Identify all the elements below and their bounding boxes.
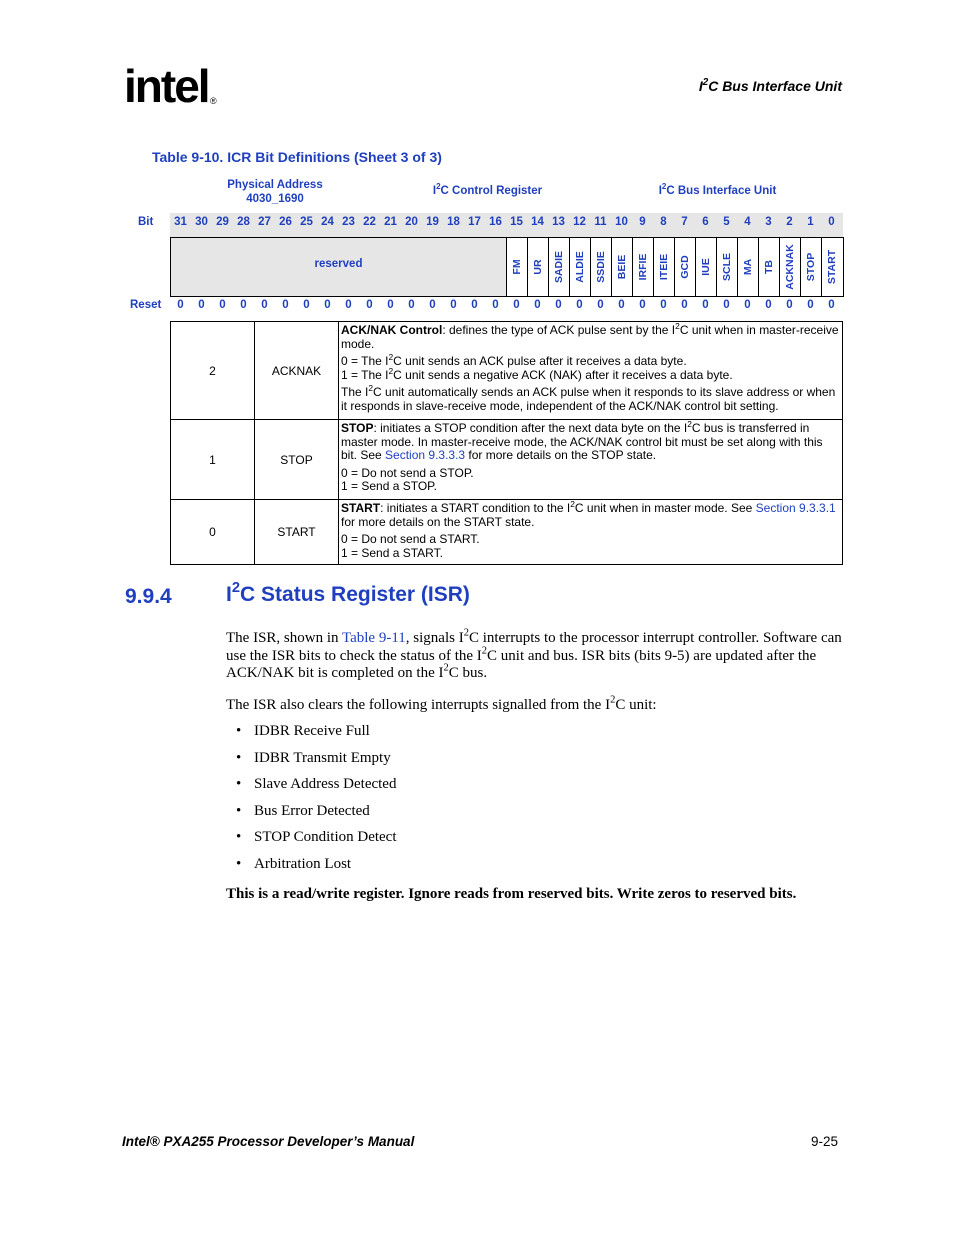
field-cell — [758, 238, 779, 296]
field-cell — [548, 238, 569, 296]
field-name: FM — [511, 259, 523, 275]
field-cell — [674, 238, 695, 296]
bit-number: 24 — [321, 216, 334, 228]
bullet-dot: • — [236, 749, 242, 766]
field-name: SADIE — [553, 250, 565, 284]
section-link[interactable]: Section 9.3.3.3 — [385, 448, 466, 462]
reset-value: 0 — [177, 299, 184, 311]
reserved-label: reserved — [314, 258, 363, 270]
field-name: TB — [763, 260, 775, 274]
description-cell: ACK/NAK Control: defines the type of ACK pulse sent by the $I^2C$ unit when in master-receive mode. 0 = The $I^2C$ unit sends an ACK pulse after it receives a data byte. 1 = The $I^2C$ unit sends a negative ACK (NAK) after it receives a data byte. The $I^2C$ unit automatically sends an ACK pulse when it responds to its slave address or when it responds in slave-receive mode, independent of the ACK/NAK control bit setting. — [339, 322, 843, 420]
reset-value: 0 — [744, 299, 751, 311]
reset-value: 0 — [219, 299, 226, 311]
bit-number: 14 — [531, 216, 544, 228]
name-cell: STOP — [255, 420, 339, 500]
registered-mark: ® — [210, 96, 217, 106]
bit-number: 27 — [258, 216, 271, 228]
field-cell — [716, 238, 737, 296]
list-item-text: IDBR Receive Full — [254, 723, 370, 739]
field-cell — [695, 238, 716, 296]
reset-value: 0 — [198, 299, 205, 311]
footer-title: Intel® PXA255 Processor Developer’s Manual — [122, 1134, 415, 1149]
field-name: UR — [532, 259, 544, 275]
bit-definitions-table — [170, 321, 843, 565]
name-cell: START — [255, 500, 339, 565]
field-name: IUE — [700, 258, 712, 276]
table-row — [171, 500, 843, 565]
reset-value: 0 — [828, 299, 835, 311]
bit-number: 3 — [765, 216, 772, 228]
bit-cell: 0 — [171, 500, 255, 565]
bit-number: 9 — [639, 216, 646, 228]
field-name: STOP — [805, 252, 817, 282]
bit-cell: 1 — [171, 420, 255, 500]
reset-value: 0 — [618, 299, 625, 311]
section-number: 9.9.4 — [125, 585, 172, 608]
field-name: ACKNAK — [784, 244, 796, 290]
field-cell — [779, 238, 800, 296]
bit-number: 8 — [660, 216, 667, 228]
list-item-text: Arbitration Lost — [254, 855, 352, 872]
field-cell — [527, 238, 548, 296]
running-head: $I^2C$ Bus Interface Unit — [698, 77, 842, 94]
table-row — [171, 322, 843, 420]
bit-number: 5 — [723, 216, 730, 228]
bit-number: 12 — [573, 216, 586, 228]
section-link[interactable]: Section 9.3.3.1 — [755, 501, 836, 515]
reset-value: 0 — [702, 299, 709, 311]
bit-number: 15 — [510, 216, 523, 228]
physical-address-label: Physical Address 4030_1690 — [227, 179, 323, 205]
field-name: SCLE — [721, 252, 733, 282]
field-cell — [800, 238, 821, 296]
bit-number: 0 — [828, 216, 835, 228]
bit-number: 19 — [426, 216, 439, 228]
bit-number: 28 — [237, 216, 250, 228]
field-cell — [506, 238, 527, 296]
reset-value: 0 — [681, 299, 688, 311]
bit-number: 10 — [615, 216, 628, 228]
reset-value: 0 — [366, 299, 373, 311]
bit-number: 2 — [786, 216, 793, 228]
bit-number: 23 — [342, 216, 355, 228]
logo-text: intel — [124, 60, 209, 112]
table-row — [171, 420, 843, 500]
bit-number: 22 — [363, 216, 376, 228]
bit-number: 29 — [216, 216, 229, 228]
bit-number: 30 — [195, 216, 208, 228]
reserved-field — [171, 238, 506, 296]
unit-name: $I^2C$ Bus Interface Unit — [658, 182, 777, 197]
register-note: This is a read/write register. Ignore reads from reserved bits. Write zeros to reserved bits. — [226, 886, 797, 902]
bullet-dot: • — [236, 802, 242, 819]
bullet-dot: • — [236, 855, 242, 872]
body-paragraph: The ISR also clears the following interrupts signalled from the $I^2C$ unit: — [226, 694, 657, 713]
bullet-dot: • — [236, 829, 242, 845]
bit-number: 20 — [405, 216, 418, 228]
field-name: SSDIE — [595, 251, 607, 283]
reset-label: Reset — [130, 299, 162, 311]
reset-value: 0 — [261, 299, 268, 311]
reset-value: 0 — [576, 299, 583, 311]
field-cell — [590, 238, 611, 296]
table-link[interactable]: Table 9-11 — [341, 630, 406, 646]
field-cell — [653, 238, 674, 296]
reset-value: 0 — [597, 299, 604, 311]
name-cell: ACKNAK — [255, 322, 339, 420]
field-cell — [821, 238, 842, 296]
list-item-text: Bus Error Detected — [254, 802, 370, 819]
intel-logo — [122, 58, 232, 120]
bit-number: 6 — [702, 216, 709, 228]
section-title: $I^2C$ Status Register (ISR) — [226, 580, 470, 606]
bit-number: 7 — [681, 216, 688, 228]
reset-value: 0 — [324, 299, 331, 311]
page-number: 9-25 — [811, 1134, 839, 1149]
reset-value: 0 — [492, 299, 499, 311]
bit-number: 31 — [174, 216, 187, 228]
reset-value: 0 — [723, 299, 730, 311]
bullet-dot: • — [236, 723, 242, 739]
reset-value: 0 — [429, 299, 436, 311]
field-name: GCD — [679, 255, 691, 279]
bit-number: 4 — [744, 216, 751, 228]
field-cell — [611, 238, 632, 296]
list-item-text: STOP Condition Detect — [254, 829, 397, 845]
description-cell: STOP: initiates a STOP condition after the next data byte on the $I^2C$ bus is transferred in master mode. In master-receive mode, the ACK/NAK control bit must be set along with this bit. See Section 9.3.3.3 for more details on the STOP state. 0 = Do not send a STOP. 1 = Send a STOP. — [339, 420, 843, 500]
bit-number: 1 — [807, 216, 814, 228]
bit-label: Bit — [138, 216, 154, 228]
bit-number: 26 — [279, 216, 292, 228]
field-cell — [737, 238, 758, 296]
list-item-text: Slave Address Detected — [254, 776, 397, 792]
body-paragraph: The ISR, shown in Table 9-11, signals $I^2C$ interrupts to the processor interrupt controller. Software can use the ISR bits to check the status of the $I^2C$ unit and bus. ISR bits (bits 9-5) are updated after the ACK/NAK bit is completed on the $I^2C$ bus. — [226, 627, 842, 681]
reset-value: 0 — [450, 299, 457, 311]
reset-value: 0 — [765, 299, 772, 311]
field-name: IRFIE — [637, 253, 649, 281]
bit-number: 17 — [468, 216, 481, 228]
reset-value: 0 — [660, 299, 667, 311]
reset-value: 0 — [639, 299, 646, 311]
reset-value: 0 — [786, 299, 793, 311]
bit-number: 21 — [384, 216, 397, 228]
register-name: $I^2C$ Control Register — [432, 182, 543, 197]
reset-value: 0 — [555, 299, 562, 311]
field-name: MA — [742, 258, 754, 276]
reset-value: 0 — [513, 299, 520, 311]
bit-number: 13 — [552, 216, 565, 228]
list-item-text: IDBR Transmit Empty — [254, 749, 391, 766]
field-cell — [632, 238, 653, 296]
reset-value: 0 — [807, 299, 814, 311]
reset-value: 0 — [303, 299, 310, 311]
reset-value: 0 — [282, 299, 289, 311]
field-name: ITEIE — [658, 253, 670, 281]
reset-value: 0 — [387, 299, 394, 311]
reset-value: 0 — [534, 299, 541, 311]
bit-number: 16 — [489, 216, 502, 228]
field-name: BEIE — [616, 254, 628, 280]
bit-number: 25 — [300, 216, 313, 228]
field-name: START — [826, 249, 838, 285]
description-cell: START: initiates a START condition to the $I^2C$ unit when in master mode. See Section 9.3.3.1 for more details on the START state. 0 = Do not send a START. 1 = Send a START. — [339, 500, 843, 565]
bit-number: 18 — [447, 216, 460, 228]
bit-cell: 2 — [171, 322, 255, 420]
reset-value: 0 — [345, 299, 352, 311]
field-cell — [569, 238, 590, 296]
field-name: ALDIE — [574, 251, 586, 283]
table-caption: Table 9-10. ICR Bit Definitions (Sheet 3 of 3) — [152, 149, 442, 165]
bullet-dot: • — [236, 776, 242, 792]
reset-value: 0 — [408, 299, 415, 311]
reset-value: 0 — [240, 299, 247, 311]
bit-number: 11 — [594, 216, 607, 228]
reset-value: 0 — [471, 299, 478, 311]
